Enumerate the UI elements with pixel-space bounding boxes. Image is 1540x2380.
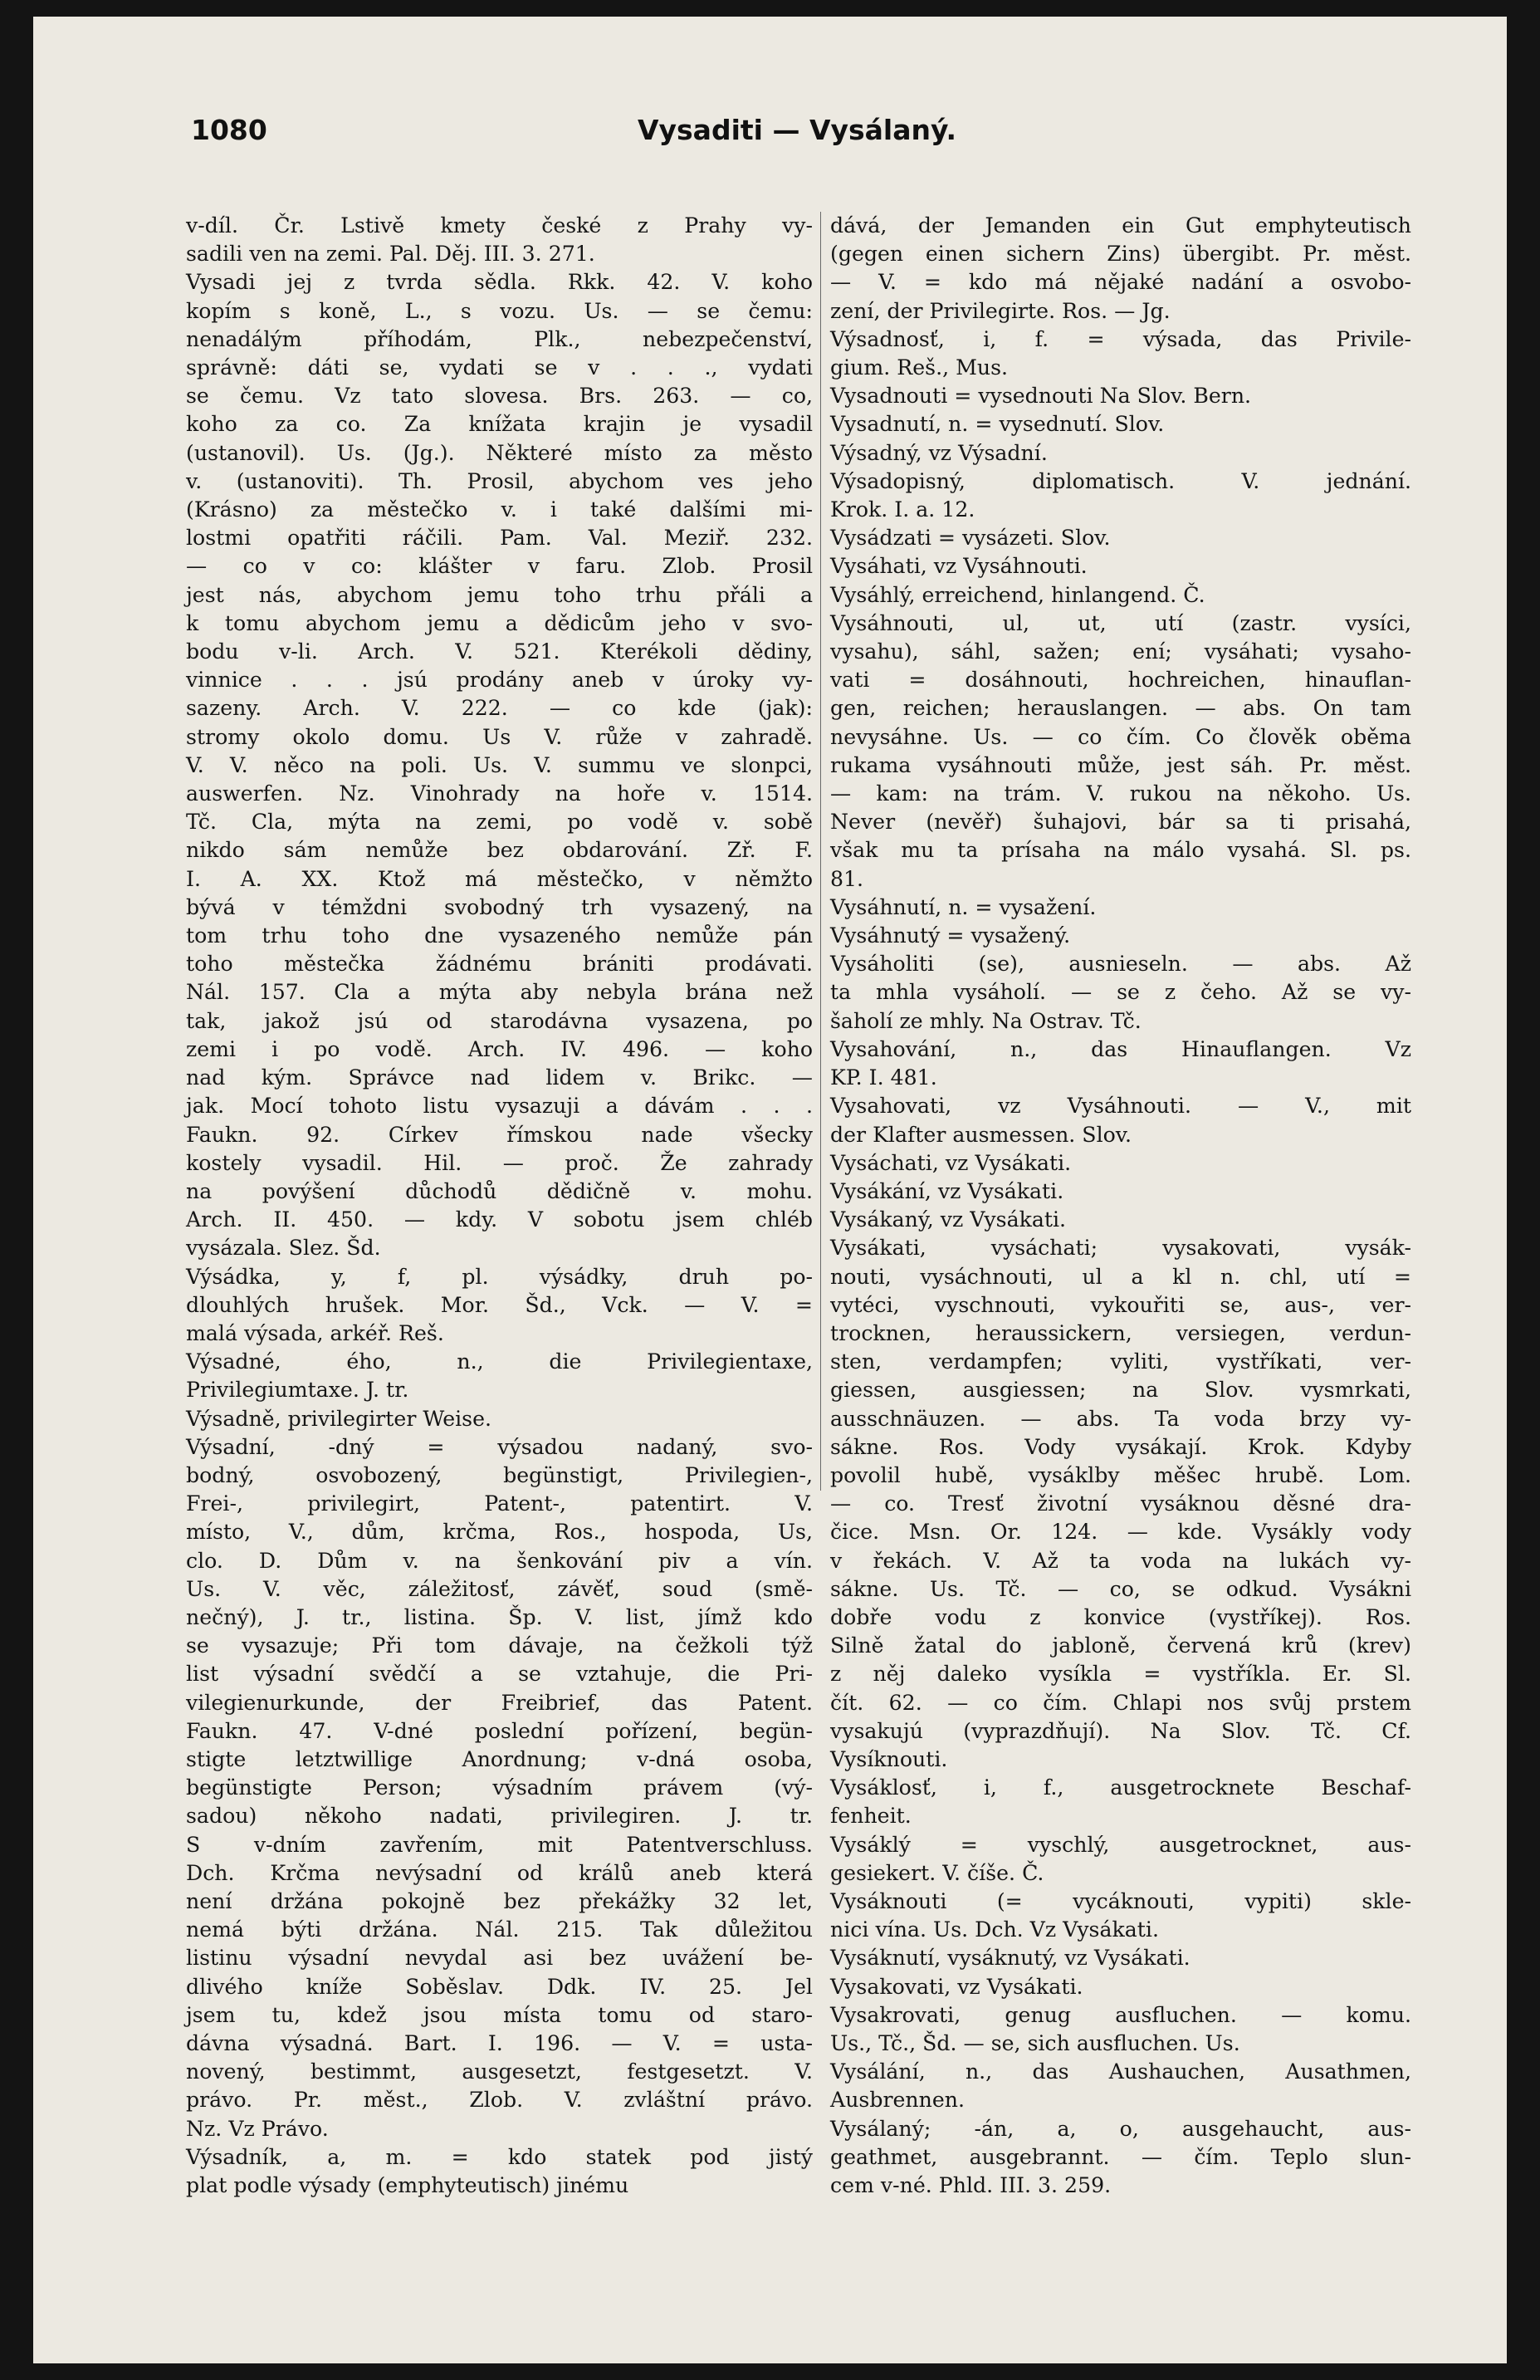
text-line: Vysadi jej z tvrda sědla. Rkk. 42. V. koho xyxy=(186,270,813,295)
text-line: Vysadnutí, n. = vysednutí. Slov. xyxy=(830,412,1165,437)
text-line: tom trhu toho dne vysazeného nemůže pán xyxy=(186,923,813,948)
text-line: správně: dáti se, vydati se v . . ., vydati xyxy=(186,355,813,380)
text-line: trocknen, heraussickern, versiegen, verdun- xyxy=(830,1320,1411,1345)
text-line: na povýšení důchodů dědičně v. mohu. xyxy=(186,1178,813,1203)
text-line: tak, jakož jsú od starodávna vysazena, po xyxy=(186,1008,813,1033)
dictionary-page xyxy=(33,17,1507,2363)
page-number: 1080 xyxy=(191,114,267,146)
text-line: sadili ven na zemi. Pal. Děj. III. 3. 271. xyxy=(186,242,595,267)
text-line: dává, der Jemanden ein Gut emphyteutisch xyxy=(830,213,1411,238)
text-line: Výsadně, privilegirter Weise. xyxy=(186,1406,491,1431)
text-line: v. (ustanoviti). Th. Prosil, abychom ves jeho xyxy=(186,468,813,493)
text-line: bodu v-li. Arch. V. 521. Kterékoli dědiny, xyxy=(186,639,813,664)
text-line: jak. Mocí tohoto listu vysazuji a dávám . . . xyxy=(186,1094,813,1119)
text-line: zemi i po vodě. Arch. IV. 496. — koho xyxy=(186,1036,813,1061)
text-line: Privilegiumtaxe. J. tr. xyxy=(186,1378,409,1403)
text-line: Výsadnosť, i, f. = výsada, das Privile- xyxy=(830,326,1411,351)
text-line: kopím s koně, L., s vozu. Us. — se čemu: xyxy=(186,298,813,323)
text-line: I. A. XX. Ktož má městečko, v němžto xyxy=(186,866,813,891)
text-line: Výsadopisný, diplomatisch. V. jednání. xyxy=(830,468,1411,493)
text-line: kostely vysadil. Hil. — proč. Že zahrady xyxy=(186,1150,813,1175)
text-line: nouti, vysáchnouti, ul a kl n. chl, utí = xyxy=(830,1264,1411,1289)
text-line: — co v co: klášter v faru. Zlob. Prosil xyxy=(186,554,813,579)
text-line: novený, bestimmt, ausgesetzt, festgesetzt. V. xyxy=(186,2059,813,2084)
text-line: rukama vysáhnouti může, jest sáh. Pr. měst. xyxy=(830,752,1411,777)
text-line: Vysákaný, vz Vysákati. xyxy=(830,1207,1067,1232)
text-line: auswerfen. Nz. Vinohrady na hoře v. 1514. xyxy=(186,781,813,806)
text-line: V. V. něco na poli. Us. V. summu ve slonpci, xyxy=(186,752,813,777)
text-line: Dch. Krčma nevýsadní od králů aneb která xyxy=(186,1860,813,1885)
text-line: Ausbrennen. xyxy=(830,2088,965,2113)
text-line: lostmi opatřiti ráčili. Pam. Val. Meziř. 232. xyxy=(186,526,813,551)
text-line: Tč. Cla, mýta na zemi, po vodě v. sobě xyxy=(186,810,813,835)
text-line: čít. 62. — co čím. Chlapi nos svůj prstem xyxy=(830,1690,1411,1715)
text-line: stigte letztwillige Anordnung; v-dná osoba, xyxy=(186,1746,813,1771)
text-line: však mu ta prísaha na málo vysahá. Sl. ps. xyxy=(830,838,1411,863)
text-line: vytéci, vyschnouti, vykouřiti se, aus-, ver- xyxy=(830,1292,1411,1317)
text-line: místo, V., dům, krčma, Ros., hospoda, Us, xyxy=(186,1520,813,1545)
text-line: Vysáklý = vyschlý, ausgetrocknet, aus- xyxy=(830,1832,1411,1857)
text-line: Never (nevěř) šuhajovi, bár sa ti prisahá, xyxy=(830,810,1411,835)
text-line: KP. I. 481. xyxy=(830,1065,937,1090)
text-line: S v-dním zavřením, mit Patentverschluss. xyxy=(186,1832,813,1857)
text-line: plat podle výsady (emphyteutisch) jinému xyxy=(186,2173,629,2198)
text-line: vysakujú (vyprazdňují). Na Slov. Tč. Cf. xyxy=(830,1718,1411,1743)
text-line: — kam: na trám. V. rukou na někoho. Us. xyxy=(830,781,1411,806)
text-line: Frei-, privilegirt, Patent-, patentirt. V. xyxy=(186,1491,813,1516)
text-line: vysahu), sáhl, sažen; ení; vysáhati; vysaho- xyxy=(830,639,1411,664)
text-line: sadou) někoho nadati, privilegiren. J. tr. xyxy=(186,1804,813,1829)
text-line: Us., Tč., Šd. — se, sich ausfluchen. Us. xyxy=(830,2031,1240,2055)
text-line: Vysakovati, vz Vysákati. xyxy=(830,1974,1083,1999)
text-line: vati = dosáhnouti, hochreichen, hinauflan- xyxy=(830,668,1411,693)
text-line: v řekách. V. Až ta voda na lukách vy- xyxy=(830,1548,1411,1573)
text-line: Vysáhlý, erreichend, hinlangend. Č. xyxy=(830,582,1205,607)
text-line: z něj daleko vysíkla = vystříkla. Er. Sl. xyxy=(830,1662,1411,1687)
text-line: Silně žatal do jabloně, červená krů (krev) xyxy=(830,1633,1411,1658)
text-line: Vysahování, n., das Hinauflangen. Vz xyxy=(830,1036,1411,1061)
text-line: bodný, osvobozený, begünstigt, Privilegien-, xyxy=(186,1462,813,1487)
text-line: nemá býti držána. Nál. 215. Tak důležitou xyxy=(186,1917,813,1942)
text-line: zení, der Privilegirte. Ros. — Jg. xyxy=(830,298,1171,323)
text-line: (ustanovil). Us. (Jg.). Některé místo za město xyxy=(186,440,813,465)
column-divider xyxy=(820,212,821,1491)
text-line: listinu výsadní nevydal asi bez uvážení be- xyxy=(186,1946,813,1971)
text-line: 81. xyxy=(830,866,864,891)
text-line: šaholí ze mhly. Na Ostrav. Tč. xyxy=(830,1008,1142,1033)
text-line: nici vína. Us. Dch. Vz Vysákati. xyxy=(830,1917,1159,1942)
text-line: Vysáhnutý = vysažený. xyxy=(830,923,1071,948)
right-column xyxy=(830,212,1411,2200)
left-column xyxy=(186,212,813,2200)
text-line: Vysakrovati, genug ausfluchen. — komu. xyxy=(830,2002,1411,2027)
text-line: Vysáhnouti, ul, ut, utí (zastr. vysíci, xyxy=(830,610,1411,635)
text-line: Výsádka, y, f, pl. výsádky, druh po- xyxy=(186,1264,813,1289)
text-line: nad kým. Správce nad lidem v. Brikc. — xyxy=(186,1065,813,1090)
text-line: Vysáchati, vz Vysákati. xyxy=(830,1150,1072,1175)
page-header xyxy=(191,104,1403,154)
text-line: toho městečka žádnému brániti prodávati. xyxy=(186,952,813,977)
text-line: geathmet, ausgebrannt. — čím. Teplo slun- xyxy=(830,2144,1411,2169)
text-line: giessen, ausgiessen; na Slov. vysmrkati, xyxy=(830,1378,1411,1403)
text-line: nikdo sám nemůže bez obdarování. Zř. F. xyxy=(186,838,813,863)
text-line: dávna výsadná. Bart. I. 196. — V. = usta- xyxy=(186,2031,813,2055)
running-title: Vysaditi — Vysálaný. xyxy=(637,114,956,146)
text-line: gium. Reš., Mus. xyxy=(830,355,1009,380)
text-line: sazeny. Arch. V. 222. — co kde (jak): xyxy=(186,696,813,721)
text-line: dlouhlých hrušek. Mor. Šd., Vck. — V. = xyxy=(186,1292,813,1317)
text-line: Vysálaný; -án, a, o, ausgehaucht, aus- xyxy=(830,2116,1411,2141)
text-line: — co. Tresť životní vysáknou děsné dra- xyxy=(830,1491,1411,1516)
text-line: vinnice . . . jsú prodány aneb v úroky vy- xyxy=(186,668,813,693)
text-line: (gegen einen sichern Zins) übergibt. Pr. měst. xyxy=(830,242,1411,267)
text-line: Vysahovati, vz Vysáhnouti. — V., mit xyxy=(830,1094,1411,1119)
text-line: k tomu abychom jemu a dědicům jeho v svo- xyxy=(186,610,813,635)
text-line: není držána pokojně bez překážky 32 let, xyxy=(186,1888,813,1913)
text-line: Vysadnouti = vysednouti Na Slov. Bern. xyxy=(830,384,1252,409)
text-line: bývá v témždni svobodný trh vysazený, na xyxy=(186,894,813,919)
text-line: se čemu. Vz tato slovesa. Brs. 263. — co, xyxy=(186,384,813,409)
text-line: jsem tu, kdež jsou místa tomu od staro- xyxy=(186,2002,813,2027)
text-line: nevysáhne. Us. — co čím. Co člověk oběma xyxy=(830,724,1411,749)
text-line: Výsadní, -dný = výsadou nadaný, svo- xyxy=(186,1434,813,1459)
text-line: gesiekert. V. číše. Č. xyxy=(830,1860,1044,1885)
text-line: Vysíknouti. xyxy=(830,1746,948,1771)
text-line: ausschnäuzen. — abs. Ta voda brzy vy- xyxy=(830,1406,1411,1431)
text-line: Nál. 157. Cla a mýta aby nebyla brána než xyxy=(186,980,813,1005)
text-line: gen, reichen; herauslangen. — abs. On tam xyxy=(830,696,1411,721)
text-line: dlivého kníže Soběslav. Ddk. IV. 25. Jel xyxy=(186,1974,813,1999)
text-line: Vysálání, n., das Aushauchen, Ausathmen, xyxy=(830,2059,1411,2084)
text-line: list výsadní svědčí a se vztahuje, die Pri- xyxy=(186,1662,813,1687)
text-line: Vysáhnutí, n. = vysažení. xyxy=(830,894,1097,919)
text-line: Vysáholiti (se), ausnieseln. — abs. Až xyxy=(830,952,1411,977)
text-line: Krok. I. a. 12. xyxy=(830,497,975,522)
text-line: begünstigte Person; výsadním právem (vý- xyxy=(186,1775,813,1800)
text-line: clo. D. Dům v. na šenkování piv a vín. xyxy=(186,1548,813,1573)
text-line: sákne. Us. Tč. — co, se odkud. Vysákni xyxy=(830,1576,1411,1601)
text-line: Nz. Vz Právo. xyxy=(186,2116,329,2141)
text-line: vilegienurkunde, der Freibrief, das Patent. xyxy=(186,1690,813,1715)
text-line: nečný), J. tr., listina. Šp. V. list, jímž kdo xyxy=(186,1604,813,1629)
text-line: Vysádzati = vysázeti. Slov. xyxy=(830,526,1111,551)
text-line: Výsadník, a, m. = kdo statek pod jistý xyxy=(186,2144,813,2169)
text-line: Vysáhati, vz Vysáhnouti. xyxy=(830,554,1088,579)
text-line: — V. = kdo má nějaké nadání a osvobo- xyxy=(830,270,1411,295)
text-line: Faukn. 92. Církev římskou nade všecky xyxy=(186,1122,813,1147)
text-line: Faukn. 47. V-dné poslední pořízení, begün- xyxy=(186,1718,813,1743)
text-line: dobře vodu z konvice (vystříkej). Ros. xyxy=(830,1604,1411,1629)
text-line: fenheit. xyxy=(830,1804,912,1829)
text-line: koho za co. Za knížata krajin je vysadil xyxy=(186,412,813,437)
text-line: povolil hubě, vysáklby měšec hrubě. Lom. xyxy=(830,1462,1411,1487)
text-line: čice. Msn. Or. 124. — kde. Vysákly vody xyxy=(830,1520,1411,1545)
text-line: vysázala. Slez. Šd. xyxy=(186,1236,381,1261)
text-line: cem v-né. Phld. III. 3. 259. xyxy=(830,2173,1112,2198)
text-line: Vysákání, vz Vysákati. xyxy=(830,1178,1064,1203)
text-line: stromy okolo domu. Us V. růže v zahradě. xyxy=(186,724,813,749)
text-line: se vysazuje; Při tom dávaje, na čežkoli týž xyxy=(186,1633,813,1658)
text-line: jest nás, abychom jemu toho trhu přáli a xyxy=(186,582,813,607)
text-line: der Klafter ausmessen. Slov. xyxy=(830,1122,1132,1147)
text-line: právo. Pr. měst., Zlob. V. zvláštní právo. xyxy=(186,2088,813,2113)
text-line: malá výsada, arkéř. Reš. xyxy=(186,1320,444,1345)
text-line: v-díl. Čr. Lstivě kmety české z Prahy vy- xyxy=(186,213,813,238)
text-line: sten, verdampfen; vyliti, vystříkati, ver- xyxy=(830,1349,1411,1374)
text-line: nenadálým příhodám, Plk., nebezpečenství, xyxy=(186,326,813,351)
text-line: Vysáknouti (= vycáknouti, vypiti) skle- xyxy=(830,1888,1411,1913)
text-line: Výsadné, ého, n., die Privilegientaxe, xyxy=(186,1349,813,1374)
text-line: ta mhla vysáholí. — se z čeho. Až se vy- xyxy=(830,980,1411,1005)
text-line: Výsadný, vz Výsadní. xyxy=(830,440,1048,465)
text-line: sákne. Ros. Vody vysákají. Krok. Kdyby xyxy=(830,1434,1411,1459)
text-line: Arch. II. 450. — kdy. V sobotu jsem chléb xyxy=(186,1207,813,1232)
text-line: Vysáknutí, vysáknutý, vz Vysákati. xyxy=(830,1946,1190,1971)
text-line: Vysákati, vysáchati; vysakovati, vysák- xyxy=(830,1236,1411,1261)
text-line: (Krásno) za městečko v. i také dalšími mi- xyxy=(186,497,813,522)
text-line: Us. V. věc, záležitosť, závěť, soud (smě- xyxy=(186,1576,813,1601)
text-line: Vysáklosť, i, f., ausgetrocknete Beschaf- xyxy=(830,1775,1411,1800)
